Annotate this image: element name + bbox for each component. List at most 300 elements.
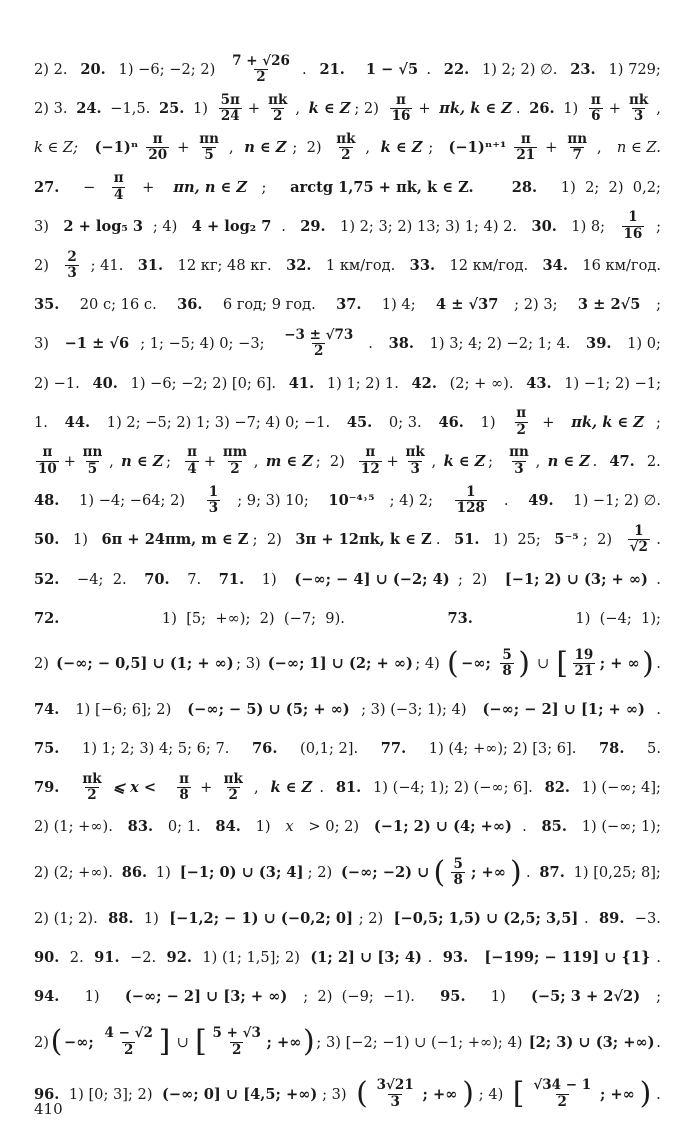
fraction-denominator: 4: [187, 460, 197, 477]
text-segment: ,: [253, 452, 264, 470]
fraction-numerator: πk: [628, 91, 649, 108]
text-segment: 1) 25;: [483, 531, 551, 549]
math-segment: (−∞; − 4] ∪ (−2; 4): [294, 570, 450, 588]
text-segment: .: [522, 818, 532, 836]
math-segment: n ∈ Z: [121, 452, 164, 470]
fraction-numerator: 5 + √3: [212, 1025, 261, 1042]
large-bracket: [: [556, 645, 569, 681]
math-segment: 32.: [286, 257, 312, 275]
text-segment: 1) 8;: [566, 217, 610, 235]
fraction-numerator: 1: [634, 522, 644, 539]
math-segment: 79.: [34, 779, 60, 797]
text-segment: ∪: [171, 1033, 194, 1051]
text-segment: 6 год; 9 год.: [218, 296, 321, 314]
text-segment: +: [203, 452, 217, 470]
text-segment: ,: [295, 100, 305, 118]
text-segment: [353, 61, 358, 78]
math-segment: 24.: [76, 100, 102, 118]
text-segment: .: [656, 531, 661, 549]
fraction: [573, 648, 596, 680]
text-segment: ; 2): [354, 100, 384, 118]
text-segment: [474, 949, 479, 966]
text-segment: .: [426, 61, 436, 79]
math-segment: (−∞; − 5) ∪ (5; + ∞): [187, 700, 350, 718]
text-segment: 3): [34, 335, 54, 353]
answer-line: [34, 638, 661, 690]
text-segment: ; 3): [236, 655, 266, 673]
math-segment: 21.: [319, 61, 345, 79]
answer-line: [34, 207, 661, 246]
text-segment: ,: [597, 139, 611, 157]
math-segment: 25.: [158, 100, 185, 118]
text-segment: ; 2): [292, 139, 327, 157]
math-segment: 5⁻⁵: [554, 531, 579, 549]
text-segment: .: [281, 217, 291, 235]
text-segment: ; 3): [322, 1085, 352, 1103]
math-segment: 51.: [454, 531, 480, 549]
math-segment: 96.: [34, 1085, 60, 1103]
text-segment: ; 2): [358, 909, 388, 927]
large-bracket: (: [433, 854, 446, 890]
math-segment: n ∈ Z: [244, 139, 287, 157]
math-segment: k ∈ Z: [308, 100, 351, 118]
text-segment: 1) 0;: [622, 335, 661, 353]
text-segment: .: [515, 100, 526, 118]
fraction-denominator: 3: [67, 265, 77, 282]
math-segment: 35.: [34, 296, 60, 314]
fraction: [197, 132, 221, 164]
math-segment: ; +∞: [266, 1033, 302, 1051]
text-segment: +: [200, 779, 213, 797]
math-segment: (−∞; − 2] ∪ [3; + ∞): [124, 988, 288, 1006]
fraction: [531, 1078, 593, 1110]
text-segment: +: [608, 100, 621, 118]
fraction-numerator: 5: [502, 646, 512, 663]
math-segment: 75.: [34, 740, 60, 758]
fraction: [103, 1026, 155, 1058]
text-segment: .: [656, 1033, 661, 1051]
math-segment: 92.: [166, 948, 192, 966]
fraction: [334, 132, 357, 164]
math-segment: (−∞; 1] ∪ (2; + ∞): [267, 655, 413, 673]
text-segment: 1) −1; 2) ∅.: [568, 492, 661, 510]
text-segment: ,: [365, 139, 375, 157]
answer-line: [34, 847, 661, 899]
answer-line: [34, 50, 661, 89]
math-segment: 40.: [92, 374, 118, 392]
fraction-numerator: 5π: [220, 91, 240, 108]
math-segment: 33.: [409, 257, 436, 275]
math-segment: −∞;: [64, 1033, 99, 1051]
math-segment: 87.: [539, 864, 565, 882]
fraction-denominator: 4: [113, 186, 124, 203]
math-segment: 41.: [288, 374, 315, 392]
large-bracket: ): [518, 645, 530, 681]
math-segment: 49.: [528, 492, 554, 510]
answer-line: [34, 559, 661, 598]
text-segment: 1 км/год.: [321, 257, 400, 275]
math-segment: 89.: [599, 909, 625, 927]
math-segment: −∞;: [461, 655, 496, 673]
math-segment: 30.: [531, 217, 557, 235]
text-segment: ;: [656, 988, 661, 1006]
fraction: [80, 772, 103, 804]
math-segment: πk, k ∈ Z: [571, 413, 644, 431]
math-segment: ; + ∞: [599, 655, 640, 673]
math-segment: 20.: [80, 61, 106, 79]
math-segment: 71.: [218, 570, 245, 588]
math-segment: 86.: [121, 864, 148, 882]
text-segment: 1) 2; 2) ∅.: [477, 61, 563, 79]
math-segment: (1; 2] ∪ [3; 4): [310, 948, 422, 966]
math-segment: [−199; − 119] ∪ {1}: [484, 948, 651, 966]
text-segment: 1): [481, 988, 516, 1006]
large-bracket: (: [446, 645, 459, 681]
answer-line: [34, 246, 661, 285]
math-segment: 70.: [144, 570, 170, 588]
text-segment: ; 4): [478, 1085, 508, 1103]
text-segment: [84, 139, 89, 156]
text-segment: +: [386, 452, 399, 470]
fraction-numerator: πn: [199, 130, 219, 147]
answer-line: [34, 442, 661, 481]
math-segment: 22.: [443, 61, 470, 79]
text-segment: 1) [0,25; 8];: [568, 864, 661, 882]
math-segment: 39.: [586, 335, 612, 353]
fraction-denominator: 3: [390, 1093, 400, 1110]
fraction: [230, 54, 292, 86]
text-segment: −1,5.: [105, 100, 155, 118]
fraction: [404, 445, 427, 477]
answer-line: [34, 168, 661, 207]
text-segment: .: [656, 1085, 661, 1103]
answer-line: [34, 89, 661, 128]
math-segment: ; +∞: [422, 1085, 458, 1103]
text-segment: [163, 779, 168, 796]
fraction-numerator: π: [590, 91, 601, 108]
text-segment: (0,1; 2].: [295, 740, 363, 758]
math-segment: [−1; 2) ∪ (3; + ∞): [504, 570, 648, 588]
fraction-denominator: 3: [633, 108, 644, 125]
text-segment: 2) (1; +∞).: [34, 818, 118, 836]
text-segment: 5.: [642, 740, 661, 758]
fraction-numerator: πk: [268, 91, 288, 108]
text-segment: 12 кг; 48 кг.: [172, 257, 277, 275]
text-segment: 1) (−∞; 4];: [577, 779, 661, 797]
text-segment: ,: [431, 452, 441, 470]
math-segment: ⩽ x <: [112, 779, 157, 797]
text-segment: ;: [261, 178, 276, 196]
math-segment: (−5; 3 + 2√2): [531, 988, 641, 1006]
fraction-numerator: 1: [628, 209, 638, 226]
text-segment: 1) (−∞; 1);: [577, 818, 661, 836]
fraction: [507, 445, 531, 477]
text-segment: 1): [250, 818, 276, 836]
text-segment: .: [302, 61, 312, 79]
text-segment: ; 9; 3) 10;: [237, 492, 314, 510]
text-segment: ; 3) [−2; −1) ∪ (−1; +∞); 4): [316, 1033, 528, 1051]
fraction-numerator: π: [42, 444, 53, 461]
math-segment: 37.: [336, 296, 362, 314]
math-segment: 76.: [252, 740, 278, 758]
text-segment: .: [368, 335, 378, 353]
text-segment: 2): [34, 1033, 49, 1051]
fraction-denominator: 2: [273, 108, 283, 125]
fraction: [282, 328, 355, 360]
answer-line: [34, 690, 661, 729]
fraction: [451, 857, 464, 889]
text-segment: [488, 179, 497, 196]
text-segment: (2; + ∞).: [444, 374, 519, 392]
answer-line: [34, 729, 661, 768]
fraction-denominator: 2: [228, 787, 238, 804]
fraction-numerator: π: [179, 770, 189, 787]
text-segment: 1): [475, 413, 501, 431]
fraction-numerator: √34 − 1: [533, 1077, 592, 1094]
fraction-denominator: 2: [341, 147, 351, 164]
text-segment: +: [542, 413, 560, 431]
fraction: [36, 445, 59, 477]
math-segment: 48.: [34, 492, 60, 510]
text-segment: 1): [151, 864, 176, 882]
answer-line: [34, 1016, 661, 1068]
text-segment: 2) 2.: [34, 61, 73, 79]
text-segment: 1) (4; +∞); 2) [3; 6].: [424, 740, 582, 758]
fraction: [375, 1078, 416, 1110]
math-segment: 6π + 24πm, m ∈ Z: [101, 531, 249, 549]
fraction: [359, 445, 382, 477]
text-segment: ;: [428, 139, 443, 157]
large-bracket: ): [639, 1076, 652, 1112]
text-segment: ,: [109, 452, 119, 470]
fraction-numerator: 5: [453, 855, 463, 872]
text-segment: ; 2) 3;: [514, 296, 563, 314]
text-segment: ; 1; −5; 4) 0; −3;: [140, 335, 270, 353]
text-segment: +: [142, 178, 159, 196]
math-segment: 78.: [599, 740, 625, 758]
fraction: [81, 445, 105, 477]
text-segment: ; 2) (−9; −1).: [303, 988, 425, 1006]
fraction-numerator: 1: [466, 483, 476, 500]
text-segment: 1): [139, 909, 164, 927]
text-segment: ; 2): [458, 570, 497, 588]
math-segment: 29.: [300, 217, 326, 235]
math-segment: 31.: [137, 257, 164, 275]
text-segment: 16 км/год.: [577, 257, 661, 275]
fraction-numerator: πk: [405, 444, 425, 461]
fraction: [266, 93, 289, 125]
fraction: [219, 93, 242, 125]
text-segment: 1) (1; 1,5]; 2): [197, 948, 305, 966]
math-segment: k ∈ Z;: [34, 139, 78, 157]
text-segment: ∪: [532, 655, 554, 673]
text-segment: ; 2): [307, 864, 337, 882]
text-segment: 7.: [177, 570, 211, 588]
fraction-denominator: 2: [231, 1041, 242, 1058]
math-segment: (−∞; − 0,5] ∪ (1; + ∞): [56, 655, 234, 673]
text-segment: ; 41.: [90, 257, 128, 275]
text-segment: ;: [656, 413, 661, 431]
fraction-denominator: 7: [572, 147, 582, 164]
text-segment: 12 км/год.: [444, 257, 533, 275]
text-segment: 1): [188, 100, 213, 118]
text-segment: 2) −1.: [34, 374, 85, 392]
fraction-numerator: 1: [208, 483, 219, 500]
math-segment: (−∞; − 2] ∪ [1; + ∞): [482, 700, 645, 718]
math-segment: 91.: [94, 948, 120, 966]
math-segment: (−∞; 0] ∪ [4,5; +∞): [162, 1085, 318, 1103]
fraction-numerator: πk: [82, 770, 102, 787]
fraction-denominator: 3: [410, 460, 420, 477]
text-segment: 2): [34, 257, 54, 275]
fraction-denominator: 5: [87, 460, 98, 477]
answer-line: [34, 520, 661, 559]
answer-line: [34, 768, 661, 807]
answer-lines: [34, 50, 661, 1120]
math-segment: 27.: [34, 178, 60, 196]
text-segment: .: [656, 700, 661, 718]
text-segment: 1) 2; 2) 0,2;: [551, 178, 661, 196]
text-segment: 20 с; 16 с.: [75, 296, 162, 314]
math-segment: 26.: [529, 100, 555, 118]
math-segment: arctg 1,75 + πk, k ∈ Z.: [290, 178, 474, 196]
text-segment: 1) 4;: [377, 296, 421, 314]
text-segment: 1): [252, 570, 287, 588]
text-segment: ; 4) 2;: [389, 492, 438, 510]
text-segment: 1) [0; 3]; 2): [64, 1085, 158, 1103]
text-segment: 1) (−4; 1);: [566, 609, 661, 627]
math-segment: 10⁻⁴˒⁵: [328, 492, 375, 510]
text-segment: −4; 2.: [67, 570, 136, 588]
fraction: [207, 485, 220, 517]
fraction: [112, 171, 126, 203]
text-segment: 1) 1; 2) 1.: [322, 374, 404, 392]
math-segment: 1 − √5: [365, 61, 419, 79]
answer-line: [34, 899, 661, 938]
math-segment: k ∈ Z: [443, 452, 486, 470]
answer-line: [34, 403, 661, 442]
fraction-denominator: 2: [557, 1093, 567, 1110]
math-segment: 95.: [440, 988, 466, 1006]
text-segment: 1) (−4; 1); 2) (−∞; 6].: [368, 779, 538, 797]
math-segment: k ∈ Z: [380, 139, 423, 157]
text-segment: 1) [−6; 6]; 2): [70, 700, 176, 718]
text-segment: 2.: [65, 948, 89, 966]
math-segment: 88.: [108, 909, 134, 927]
text-segment: ; 4): [152, 217, 182, 235]
math-segment: (−∞; −2) ∪: [341, 864, 430, 882]
math-segment: 90.: [34, 948, 60, 966]
math-segment: 82.: [544, 779, 570, 797]
text-segment: ;: [656, 217, 661, 235]
text-segment: 1) 2; 3; 2) 13; 3) 1; 4) 2.: [335, 217, 522, 235]
fraction-numerator: πm: [222, 444, 247, 461]
text-segment: 1) 3; 4; 2) −2; 1; 4.: [425, 335, 576, 353]
text-segment: 1) −1; 2) −1;: [559, 374, 661, 392]
fraction-numerator: 19: [574, 646, 594, 663]
math-segment: 85.: [541, 818, 567, 836]
text-segment: .: [656, 655, 661, 673]
math-segment: (−1)ⁿ⁺¹: [448, 139, 507, 157]
math-segment: 81.: [335, 779, 362, 797]
math-segment: 52.: [34, 570, 60, 588]
text-segment: > 0; 2): [303, 818, 364, 836]
text-segment: 1): [75, 988, 109, 1006]
math-segment: 34.: [542, 257, 568, 275]
math-segment: 42.: [411, 374, 437, 392]
fraction-denominator: 128: [456, 500, 485, 517]
fraction-denominator: 3: [208, 500, 219, 517]
fraction: [65, 250, 78, 282]
math-segment: 83.: [127, 818, 154, 836]
text-segment: ; 2): [252, 531, 292, 549]
text-segment: .: [435, 531, 450, 549]
fraction: [455, 485, 487, 517]
math-segment: 77.: [380, 740, 407, 758]
math-segment: ; +∞: [471, 864, 506, 882]
answer-line: [34, 285, 661, 324]
fraction: [390, 93, 413, 125]
math-segment: 84.: [215, 818, 241, 836]
fraction-numerator: πk: [336, 130, 356, 147]
text-segment: .: [427, 948, 437, 966]
math-segment: n ∈ Z.: [616, 139, 661, 157]
text-segment: .: [656, 570, 661, 588]
text-segment: 1) 729;: [603, 61, 661, 79]
fraction-denominator: 16: [623, 225, 643, 242]
text-segment: .: [584, 909, 594, 927]
math-segment: x: [285, 818, 294, 836]
math-segment: 3 ± 2√5: [577, 296, 641, 314]
fraction-numerator: πn: [509, 444, 529, 461]
fraction-numerator: π: [365, 444, 376, 461]
large-bracket: (: [356, 1076, 368, 1112]
fraction-denominator: 21: [516, 147, 536, 164]
fraction-denominator: 3: [514, 460, 524, 477]
answer-line: [34, 977, 661, 1016]
large-bracket: (: [50, 1024, 63, 1060]
fraction: [222, 772, 245, 804]
text-segment: ; 3) (−3; 1); 4): [361, 700, 472, 718]
fraction-numerator: πn: [82, 444, 103, 461]
answer-line: [34, 128, 661, 167]
fraction-numerator: −3 ± √73: [284, 326, 354, 343]
text-segment: +: [247, 100, 261, 118]
fraction-denominator: 2: [314, 343, 324, 360]
math-segment: 46.: [438, 413, 464, 431]
fraction-denominator: 2: [256, 69, 266, 86]
fraction: [589, 93, 603, 125]
math-segment: 73.: [447, 609, 473, 627]
fraction-numerator: 7 + √26: [232, 52, 290, 69]
math-segment: 23.: [570, 61, 596, 79]
text-segment: ,: [535, 452, 545, 470]
fraction-denominator: 5: [204, 147, 214, 164]
fraction: [146, 132, 169, 164]
fraction-numerator: π: [113, 170, 124, 187]
math-segment: 4 ± √37: [436, 296, 499, 314]
text-segment: 2) (2; +∞).: [34, 864, 118, 882]
math-segment: 4 + log₂ 7: [191, 217, 272, 235]
answer-line: [34, 938, 661, 977]
math-segment: (−1; 2) ∪ (4; +∞): [373, 818, 512, 836]
text-segment: [67, 779, 72, 796]
text-segment: 0; 1.: [163, 818, 206, 836]
fraction-denominator: √2: [629, 539, 648, 556]
text-segment: ;: [166, 452, 181, 470]
fraction: [514, 132, 537, 164]
fraction-numerator: π: [520, 130, 531, 147]
